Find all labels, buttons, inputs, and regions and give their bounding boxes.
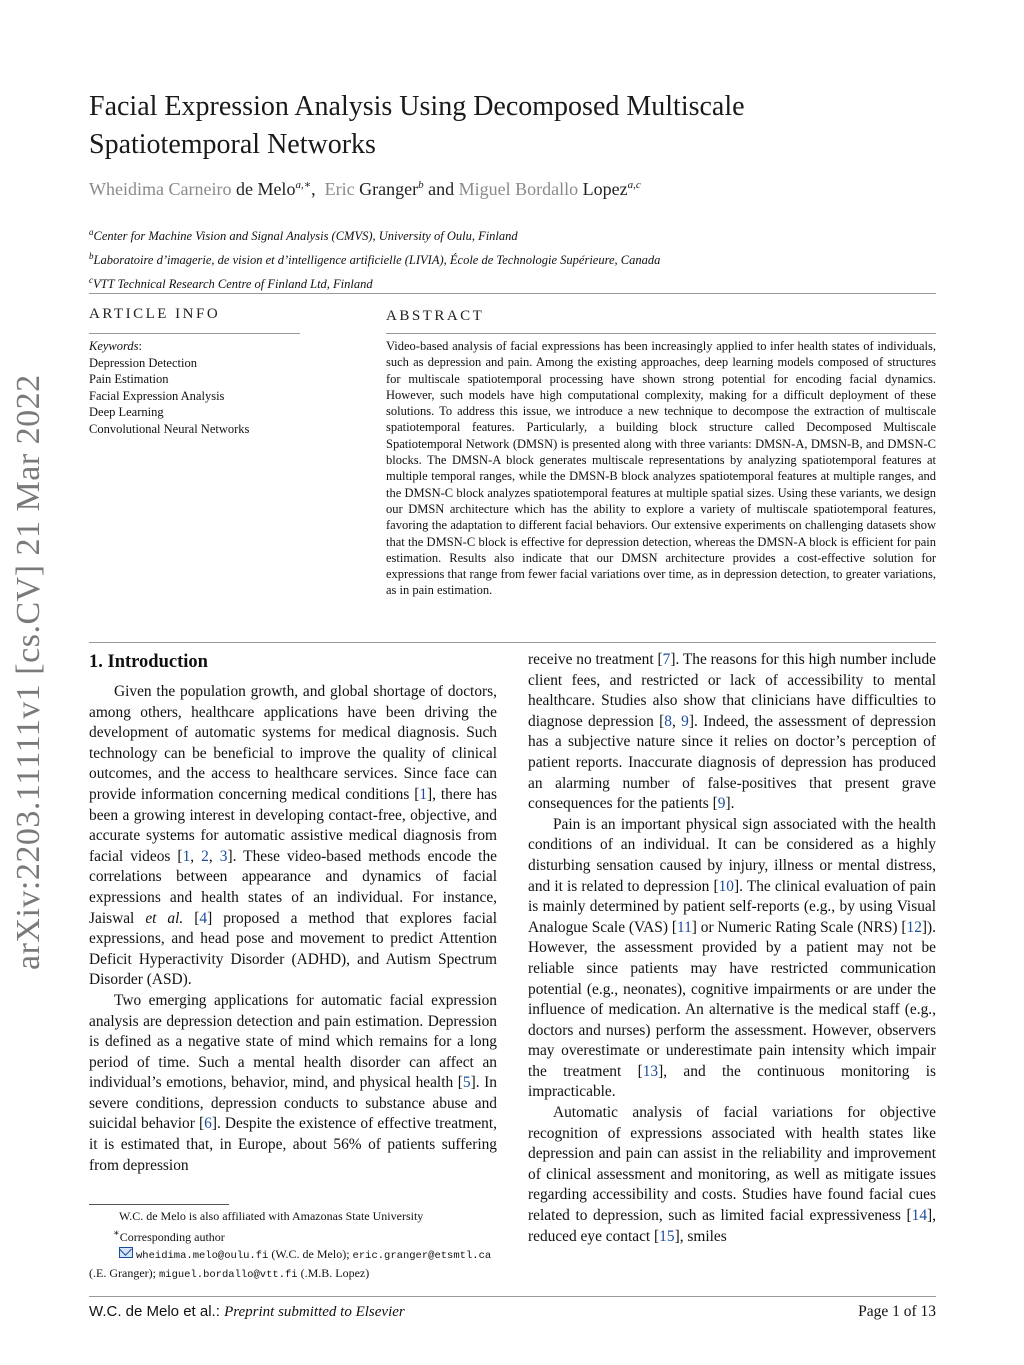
article-info-heading: ARTICLE INFO bbox=[89, 306, 221, 322]
paper-title-line-2: Spatiotemporal Networks bbox=[89, 129, 376, 160]
citation-link[interactable]: 13 bbox=[642, 1062, 659, 1080]
abstract-text: Video-based analysis of facial expressions has been increasingly applied to infer health states of individuals, such as depression and pain. Among the existing approaches, deep learning models composed of structures for multiscale spatiotemporal processing have shown strong potential for encoding facial dynamics. However, such models have high computational complexity, making for a difficult deployment of these solutions. To address this issue, we introduce a new technique to decompose the extraction of multiscale spatiotemporal features. Particularly, a building block structure called Decomposed Multiscale Spatiotemporal Network (DMSN) is presented along with three variants: DMSN-A, DMSN-B, and DMSN-C blocks. The DMSN-A block generates multiscale representations by analyzing spatiotemporal features at multiple temporal ranges, while the DMSN-B block analyzes spatiotemporal features at multiple ranges, and the DMSN-C block analyzes spatiotemporal features at multiple spatial sizes. Using these variants, we design our DMSN architecture which has the ability to explore a variety of multiscale spatiotemporal features, favoring the adaptation to different facial behaviors. Our extensive experiments on challenging datasets show that the DMSN-C block is effective for depression detection, whereas the DMSN-A block is efficient for pain estimation. Results also indicate that our DMSN architecture provides a cost-effective solution for expressions that range from fewer facial variations over time, as in depression detection, to greater variations, as in pain estimation. bbox=[386, 339, 936, 598]
affiliations bbox=[89, 222, 660, 294]
footnote-divider bbox=[89, 1204, 229, 1205]
affiliation-b-text: Laboratoire d’imagerie, de vision et d’intelligence artificielle (LIVIA), École de Technologie Supérieure, Canada bbox=[93, 253, 661, 268]
affiliation-b-sup: b bbox=[89, 251, 94, 262]
intro-paragraph-2: Two emerging applications for automatic facial expression analysis are depression detection and pain estimation. Depression is defined as a negative state of mind which remains for a long period of time. Such a mental health disorder can affect an individual’s emotions, behavior, mind, and physical health [5]. In severe conditions, depression conducts to substance abuse and suicidal behavior [6]. Despite the existence of effective treatment, it is estimated that, in Europe, about 56% of patients suffering from depression bbox=[89, 991, 497, 1174]
affiliation-c bbox=[89, 270, 660, 294]
footnote-emails-cont: (.E. Granger); miguel.bordallo@vtt.fi (.M.B. Lopez) bbox=[89, 1266, 370, 1281]
paper-title bbox=[89, 88, 949, 164]
email-link[interactable]: wheidima.melo@oulu.fi bbox=[136, 1250, 269, 1262]
keywords-block: Keywords: Depression Detection Pain Estimation Facial Expression Analysis Deep Learning Convolutional Neural Networks bbox=[89, 339, 250, 436]
affiliation-b bbox=[89, 246, 660, 270]
journal-note: Preprint submitted to Elsevier bbox=[224, 1304, 405, 1320]
section-introduction-heading: 1. Introduction bbox=[89, 652, 208, 672]
citation-link[interactable]: 6 bbox=[204, 1115, 212, 1133]
article-info-divider bbox=[89, 333, 300, 334]
author-2-affil-sup: b bbox=[418, 179, 424, 191]
arxiv-identifier-stamp: arXiv:2203.11111v1 [cs.CV] 21 Mar 2022 bbox=[10, 374, 47, 970]
citation-link[interactable]: 3 bbox=[219, 847, 228, 865]
citation-link[interactable]: 1 bbox=[419, 785, 428, 803]
citation-link[interactable]: 15 bbox=[659, 1227, 675, 1245]
right-column bbox=[528, 650, 936, 1247]
keyword-item: Convolutional Neural Networks bbox=[89, 421, 250, 436]
keyword-item: Pain Estimation bbox=[89, 372, 169, 386]
author-2-last-name: Granger bbox=[359, 179, 419, 199]
footer-divider bbox=[89, 1296, 936, 1297]
left-column bbox=[89, 682, 497, 1176]
author-list: Wheidima Carneiro de Melo$^{a,∗}$, Eric Granger$^b$ and Miguel Bordallo Lopez$^{a,c}$ bbox=[89, 179, 641, 199]
citation-link[interactable]: 14 bbox=[911, 1207, 928, 1225]
citation-link[interactable]: 4 bbox=[199, 909, 208, 927]
author-1-last-name: de Melo bbox=[235, 179, 296, 199]
intro-paragraph-3: receive no treatment [7]. The reasons for this high number include client fees, and restricted or lack of accessibility to mental healthcare. Studies also show that clinicians have difficulties to diagnose depression [8, 9]. Indeed, the assessment of depression has a subjective nature since it relies on doctor’s perception of patient reports. Inaccurate diagnosis of depression has produced an alarming number of false-positives that present grave consequences for the patients [9]. bbox=[528, 651, 937, 813]
keyword-item: Facial Expression Analysis bbox=[89, 388, 225, 403]
email-link[interactable]: miguel.bordallo@vtt.fi bbox=[158, 1269, 298, 1281]
author-3-affil-sup: a,c bbox=[627, 179, 641, 191]
citation-link[interactable]: 5 bbox=[462, 1074, 471, 1092]
citation-link[interactable]: 2 bbox=[201, 847, 209, 865]
citation-link[interactable]: 1 bbox=[182, 847, 191, 865]
footnote-affiliation: W.C. de Melo is also affiliated with Amazonas State University bbox=[119, 1209, 424, 1223]
keyword-item: Depression Detection bbox=[89, 355, 197, 370]
footnote-corresponding: ∗Corresponding author bbox=[113, 1228, 225, 1244]
author-3-first-name[interactable]: Miguel Bordallo bbox=[458, 179, 579, 199]
citation-link[interactable]: 11 bbox=[676, 918, 692, 936]
affiliation-c-sup: c bbox=[89, 275, 93, 286]
footnote-emails: wheidima.melo@oulu.fi (W.C. de Melo); eric.granger@etsmtl.ca bbox=[89, 1246, 499, 1265]
citation-link[interactable]: 9 bbox=[681, 712, 689, 730]
author-2-first-name[interactable]: Eric bbox=[324, 179, 355, 199]
abstract-bottom-divider bbox=[89, 642, 936, 643]
keywords-title: Keywords bbox=[89, 339, 139, 353]
affiliation-c-text: VTT Technical Research Centre of Finland Ltd, Finland bbox=[93, 277, 373, 292]
affiliation-a-text: Center for Machine Vision and Signal Analysis (CMVS), University of Oulu, Finland bbox=[93, 229, 518, 244]
abstract-heading: ABSTRACT bbox=[386, 308, 485, 324]
author-conjunction: and bbox=[428, 179, 455, 199]
keyword-item: Deep Learning bbox=[89, 405, 164, 419]
page-number: Page 1 of 13 bbox=[858, 1303, 936, 1320]
email-link[interactable]: eric.granger@etsmtl.ca bbox=[352, 1250, 492, 1262]
affiliation-a-sup: a bbox=[89, 227, 94, 237]
citation-link[interactable]: 12 bbox=[906, 918, 922, 936]
footnotes bbox=[89, 1208, 499, 1284]
author-3-last-name: Lopez bbox=[582, 179, 628, 199]
citation-link[interactable]: 9 bbox=[717, 795, 726, 813]
citation-link[interactable]: 10 bbox=[718, 877, 734, 895]
running-footer: W.C. de Melo et al.: Preprint submitted to Elsevier bbox=[89, 1303, 405, 1320]
citation-link[interactable]: 8 bbox=[664, 712, 672, 730]
author-1-affil-sup: a,∗ bbox=[295, 179, 312, 191]
intro-paragraph-4: Pain is an important physical sign associated with the health conditions of an individual. It can be considered as a highly disturbing sensation caused by injury, illness or mental distress, and it is related to depression [10]. The clinical evaluation of pain is mainly determined by patient self-reports (e.g., by using Visual Analogue Scale (VAS) [11] or Numeric Rating Scale (NRS) [12]). However, the assessment provided by a patient may not be reliable since patients may have restricted communication potential (e.g., neonates), cognitive impairments or are under the influence of medication. An alternative is the medical staff (e.g., doctors and nurses) perform the assessment. However, observers may overestimate or underestimate pain intensity which impair the treatment [13], and the continuous monitoring is impracticable. bbox=[528, 815, 937, 1101]
intro-paragraph-5: Automatic analysis of facial variations for objective recognition of expressions associated with health states like depression and pain can assist in the reliability and improvement of clinical assessment and monitoring, as well as mitigate issues regarding accessibility and costs. Studies have found facial cues related to depression, such as limited facial expressiveness [14], reduced eye contact [15], smiles bbox=[528, 1104, 936, 1245]
envelope-icon bbox=[119, 1247, 133, 1258]
paper-title-line-1: Facial Expression Analysis Using Decomposed Multiscale bbox=[89, 91, 745, 122]
abstract-divider bbox=[386, 333, 936, 334]
affiliation-a bbox=[89, 222, 660, 246]
author-1-first-name[interactable]: Wheidima Carneiro bbox=[89, 179, 232, 199]
header-divider bbox=[89, 293, 936, 294]
citation-link[interactable]: 7 bbox=[662, 651, 671, 668]
intro-paragraph-1: Given the population growth, and global shortage of doctors, among others, healthcare applications have been driving the development of automatic systems for medical diagnosis. Such technology can be beneficial to improve the quality of clinical outcomes, and the access to healthcare services. Since face can provide information concerning medical conditions [1], there has been a growing interest in developing contact-free, objective, and accurate systems for automatic assistive medical diagnosis from facial videos [1, 2, 3]. These video-based methods encode the correlations between appearance and dynamics of facial expressions and health states of an individual. For instance, Jaiswal et al. [4] proposed a method that explores facial expressions, and head pose and movement to predict Attention Deficit Hyperactivity Disorder (ADHD), and Autism Spectrum Disorder (ASD). bbox=[89, 683, 498, 989]
